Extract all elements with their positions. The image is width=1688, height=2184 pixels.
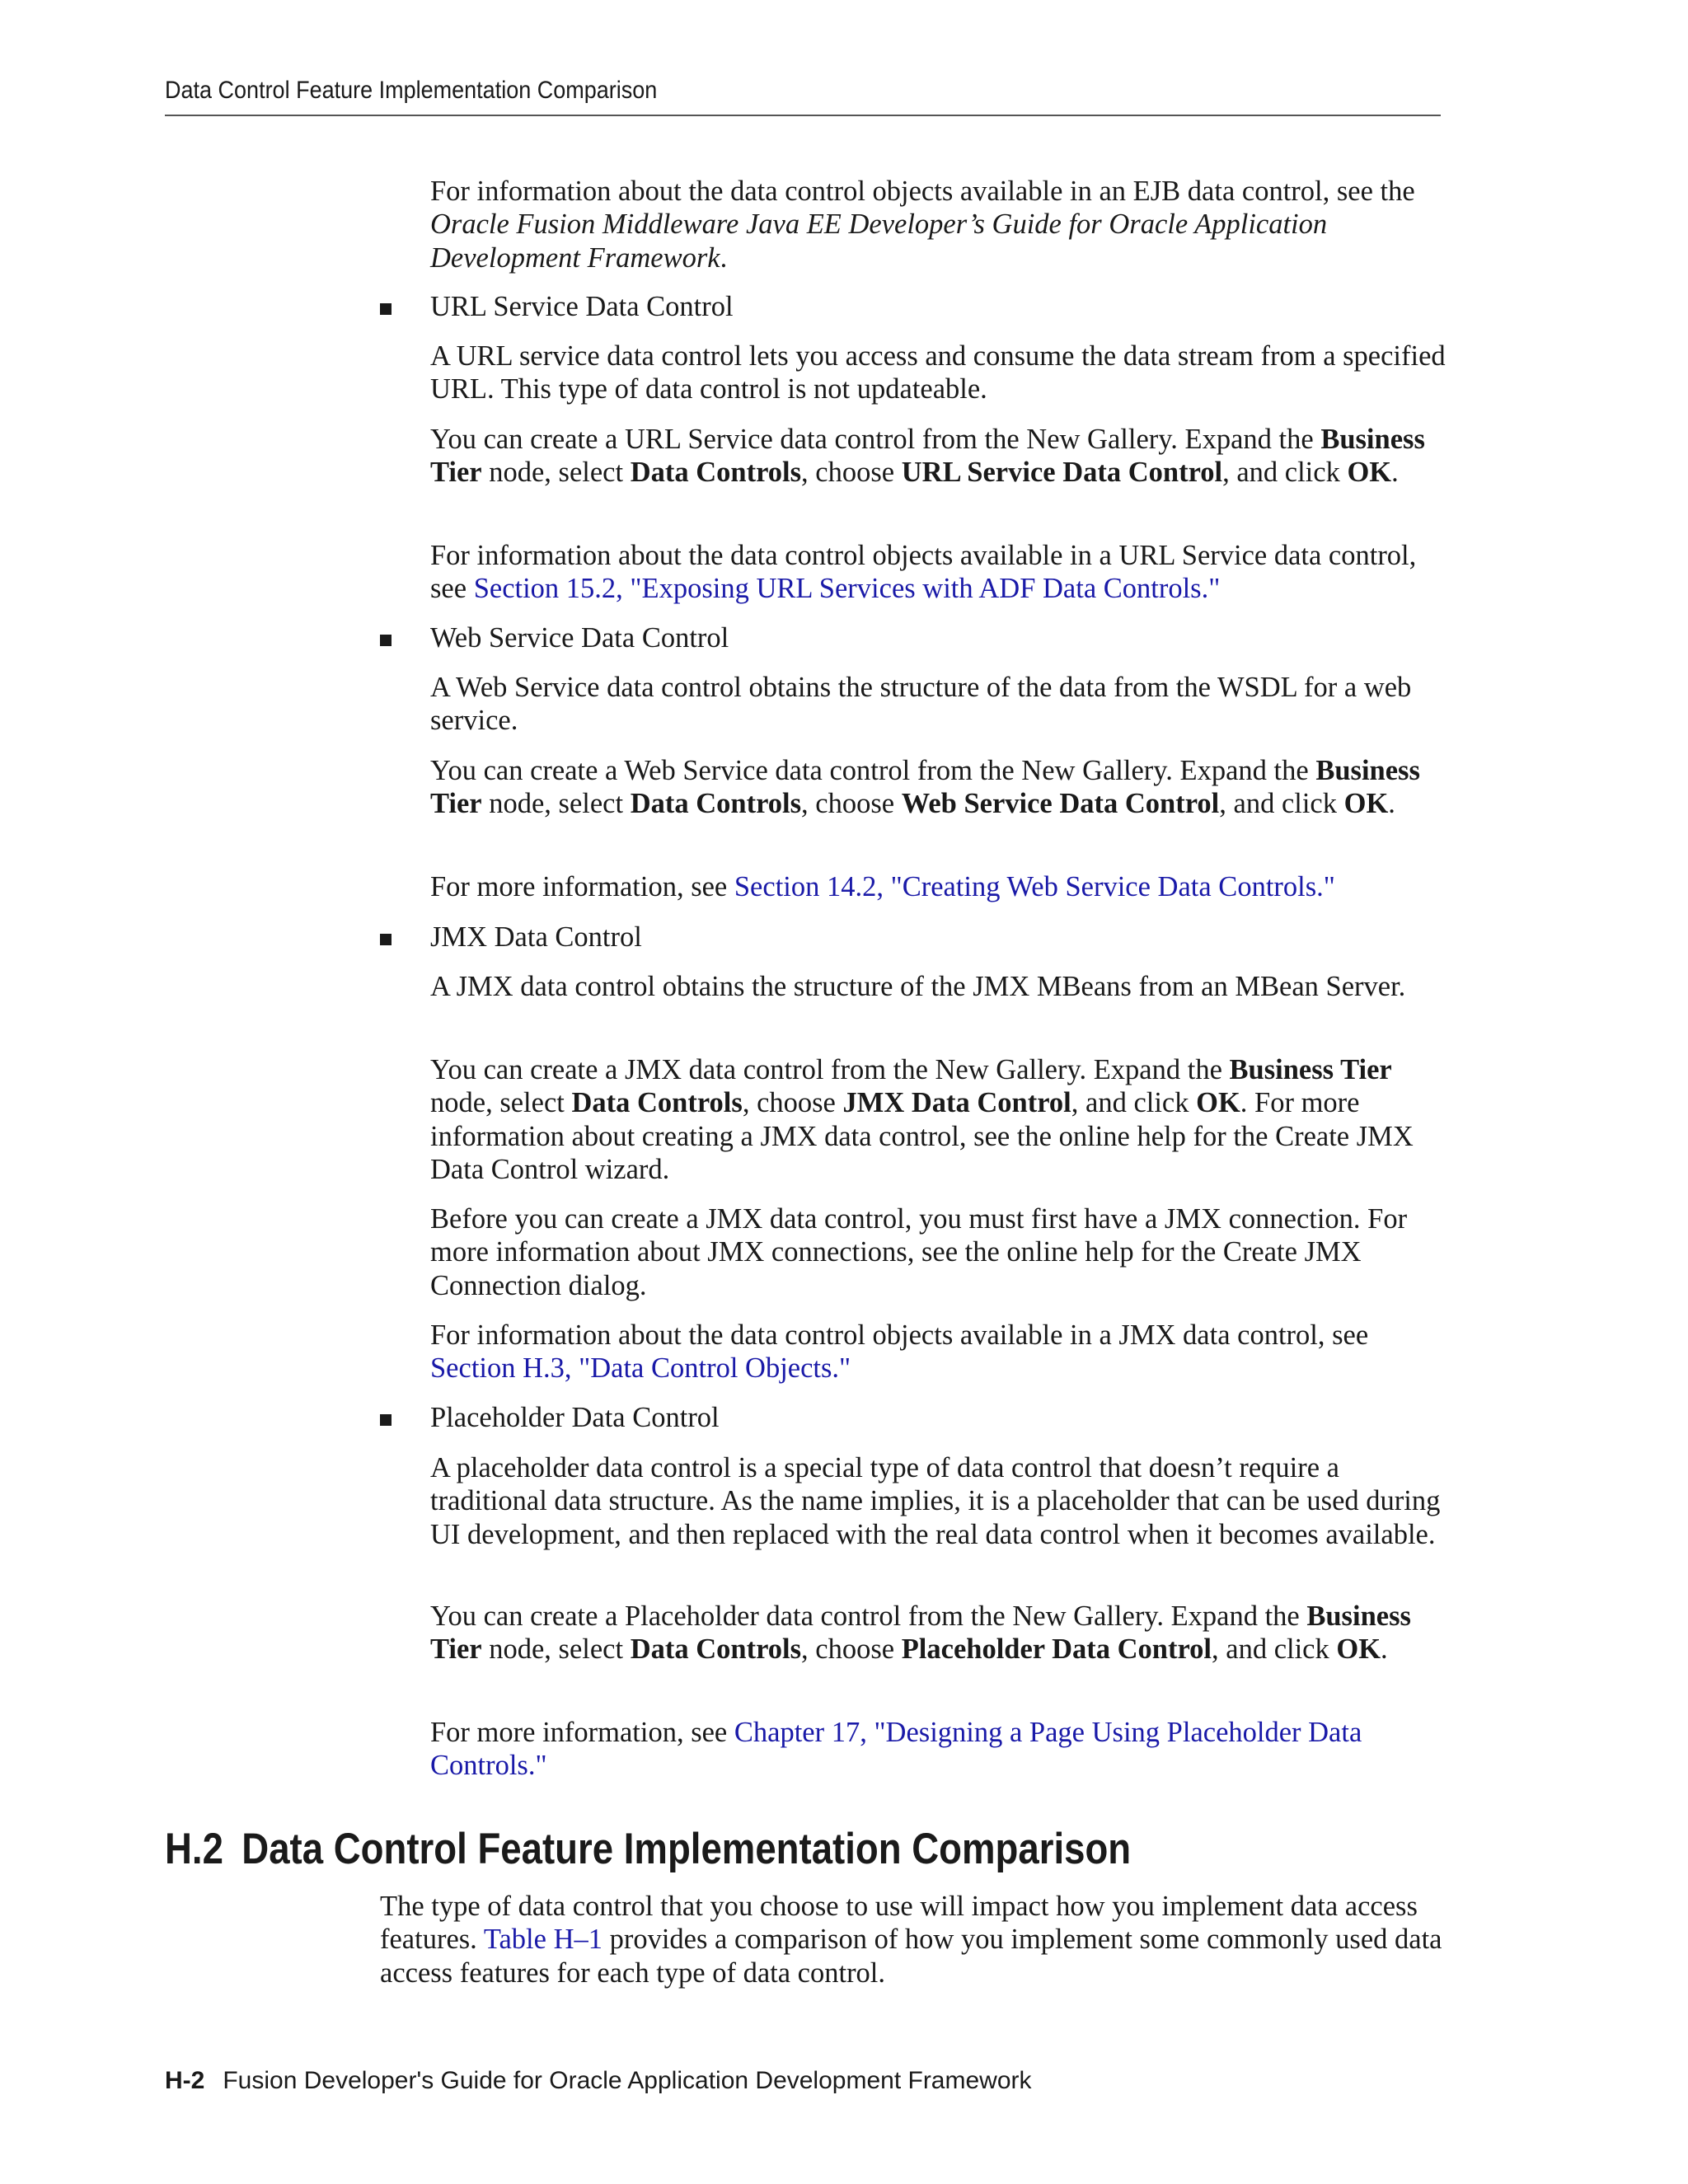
ph-info-paragraph: For more information, see Chapter 17, "Designing a Page Using Placeholder Data Controls." (430, 1717, 1362, 1782)
ejb-info-paragraph: For information about the data control objects available in an EJB data control, see the Oracle Fusion Middleware Java EE Developer’s Guide for Oracle Application Development Framework. (430, 176, 1415, 274)
list-item-url-service: URL Service Data Control (430, 291, 734, 322)
bullet-marker (380, 635, 392, 646)
section-title: Data Control Feature Implementation Comparison (241, 1825, 1132, 1873)
link-section-h-3[interactable]: Section H.3, "Data Control Objects." (430, 1352, 851, 1385)
page-number: H-2 (165, 2067, 205, 2094)
bullet-marker (380, 934, 392, 945)
url-create-paragraph: You can create a URL Service data control from the New Gallery. Expand the Business Tier node, select Data Controls, choose URL Service Data Control, and click OK. (430, 424, 1425, 489)
ph-create-paragraph: You can create a Placeholder data control from the New Gallery. Expand the Business Tier node, select Data Controls, choose Placeholder Data Control, and click OK. (430, 1601, 1411, 1666)
list-item-placeholder: Placeholder Data Control (430, 1402, 720, 1433)
bullet-marker (380, 303, 392, 315)
link-chapter-17[interactable]: Chapter 17, "Designing a Page Using Placeholder Data Controls." (430, 1717, 1362, 1782)
jmx-create-paragraph: You can create a JMX data control from the New Gallery. Expand the Business Tier node, select Data Controls, choose JMX Data Control, and click OK. For more information about creating a JMX data control, see the online help for the Create JMX Data Control wizard. (430, 1054, 1414, 1185)
ws-info-paragraph: For more information, see Section 14.2, "Creating Web Service Data Controls." (430, 871, 1335, 902)
section-intro: The type of data control that you choose to use will impact how you implement data access features. Table H–1 provides a comparison of how you implement some commonly used data access features for each type of data control. (380, 1891, 1442, 1989)
list-item-jmx: JMX Data Control (430, 921, 642, 953)
header-rule (165, 115, 1441, 116)
section-heading (165, 1824, 1131, 1874)
list-item-web-service: Web Service Data Control (430, 622, 729, 654)
jmx-connection-paragraph: Before you can create a JMX data control, you must first have a JMX connection. For more information about JMX connections, see the online help for the Create JMX Connection dialog. (430, 1203, 1408, 1301)
link-section-15-2[interactable]: Section 15.2, "Exposing URL Services with ADF Data Controls." (473, 573, 1221, 605)
ws-description: A Web Service data control obtains the structure of the data from the WSDL for a web service. (430, 672, 1412, 737)
book-title: Fusion Developer's Guide for Oracle Application Development Framework (223, 2067, 1032, 2094)
running-header: Data Control Feature Implementation Comparison (165, 77, 658, 104)
jmx-info-paragraph: For information about the data control objects available in a JMX data control, see Section H.3, "Data Control Objects." (430, 1319, 1369, 1385)
url-info-paragraph: For information about the data control objects available in a URL Service data control, see Section 15.2, "Exposing URL Services with ADF Data Controls." (430, 540, 1417, 605)
ph-description: A placeholder data control is a special type of data control that doesn’t require a traditional data structure. As the name implies, it is a placeholder that can be used during UI development, and then replaced with the real data control when it becomes available. (430, 1452, 1441, 1550)
ws-create-paragraph: You can create a Web Service data control from the New Gallery. Expand the Business Tier node, select Data Controls, choose Web Service Data Control, and click OK. (430, 755, 1420, 820)
jmx-description: A JMX data control obtains the structure of the JMX MBeans from an MBean Server. (430, 971, 1406, 1002)
section-number: H.2 (165, 1825, 223, 1873)
link-section-14-2[interactable]: Section 14.2, "Creating Web Service Data Controls." (734, 871, 1335, 902)
link-table-h-1[interactable]: Table H–1 (483, 1924, 603, 1956)
page-footer (165, 2067, 1032, 2095)
url-description: A URL service data control lets you access and consume the data stream from a specified URL. This type of data control is not updateable. (430, 340, 1446, 405)
bullet-marker (380, 1414, 392, 1426)
